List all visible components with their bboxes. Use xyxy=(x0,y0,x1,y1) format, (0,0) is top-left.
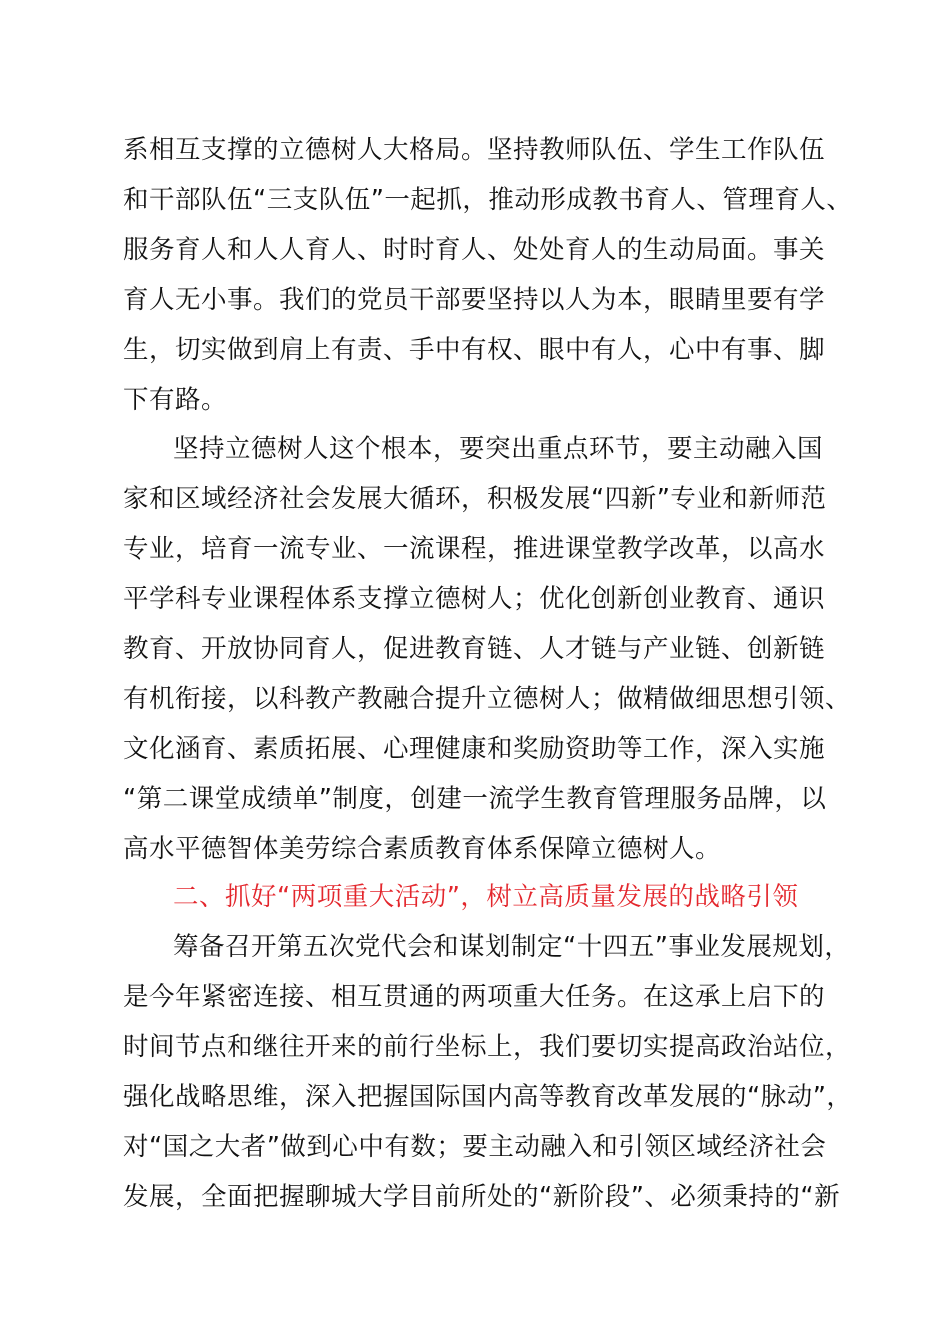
text-line: 强化战略思维，深入把握国际国内高等教育改革发展的“脉动”， xyxy=(123,1082,853,1112)
text-line: 时间节点和继往开来的前行坐标上，我们要切实提高政治站位， xyxy=(123,1032,852,1062)
text-line: 下有路。 xyxy=(123,385,228,415)
text-line: 服务育人和人人育人、时时育人、处处育人的生动局面。事关 xyxy=(123,235,826,265)
text-line: 专业，培育一流专业、一流课程，推进课堂教学改革，以高水 xyxy=(123,534,826,564)
text-line: 平学科专业课程体系支撑立德树人；优化创新创业教育、通识 xyxy=(123,584,826,614)
text-line: 坚持立德树人这个根本，要突出重点环节，要主动融入国 xyxy=(173,434,824,464)
text-line: “第二课堂成绩单”制度，创建一流学生教育管理服务品牌，以 xyxy=(123,784,827,814)
text-line: 系相互支撑的立德树人大格局。坚持教师队伍、学生工作队伍 xyxy=(123,135,826,165)
text-line: 文化涵育、素质拓展、心理健康和奖励资助等工作，深入实施 xyxy=(123,734,826,764)
text-line: 育人无小事。我们的党员干部要坚持以人为本，眼睛里要有学 xyxy=(123,285,826,315)
section-heading: 二、抓好“两项重大活动”，树立高质量发展的战略引领 xyxy=(173,882,799,912)
text-line: 和干部队伍“三支队伍”一起抓，推动形成教书育人、管理育人、 xyxy=(123,185,853,215)
text-line: 高水平德智体美劳综合素质教育体系保障立德树人。 xyxy=(123,834,722,864)
text-line: 教育、开放协同育人，促进教育链、人才链与产业链、创新链 xyxy=(123,634,826,664)
text-line: 对“国之大者”做到心中有数；要主动融入和引领区域经济社会 xyxy=(123,1132,827,1162)
text-line: 生，切实做到肩上有责、手中有权、眼中有人，心中有事、脚 xyxy=(123,335,826,365)
text-line: 有机衔接，以科教产教融合提升立德树人；做精做细思想引领、 xyxy=(123,684,852,714)
text-line: 发展，全面把握聊城大学目前所处的“新阶段”、必须秉持的“新 xyxy=(123,1182,841,1212)
text-line: 筹备召开第五次党代会和谋划制定“十四五”事业发展规划， xyxy=(173,932,851,962)
text-line: 家和区域经济社会发展大循环，积极发展“四新”专业和新师范 xyxy=(123,484,827,514)
text-line: 是今年紧密连接、相互贯通的两项重大任务。在这承上启下的 xyxy=(123,982,826,1012)
